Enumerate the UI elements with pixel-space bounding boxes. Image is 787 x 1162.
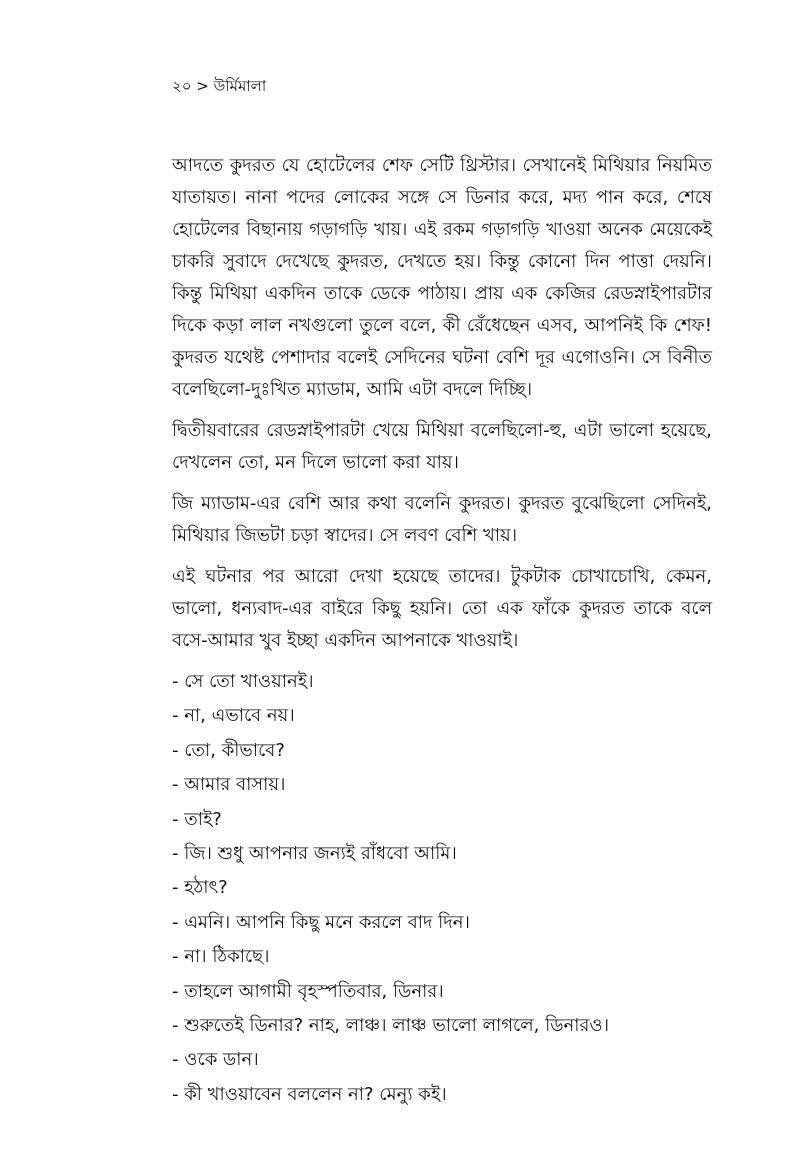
- page-number: ২০: [172, 77, 192, 95]
- header-separator: >: [196, 77, 209, 95]
- text-line: হোটেলের বিছানায় গড়াগড়ি খায়। এই রকম গড়াগড়ি খাওয়া অনেক মেয়েকেই: [172, 220, 712, 240]
- book-title: উর্মিমালা: [213, 77, 267, 95]
- paragraph: [172, 488, 712, 552]
- text-line: ভালো, ধন্যবাদ-এর বাইরে কিছু হয়নি। তো এক ফাঁকে কুদরত তাকে বলে: [172, 598, 712, 619]
- text-line: দ্বিতীয়বারের রেডস্নাইপারটা খেয়ে মিথিয়া বলেছিলো-হু, এটা ভালো হয়েছে,: [172, 420, 712, 441]
- text-line: জি ম্যাডাম-এর বেশি আর কথা বলেনি কুদরত। কুদরত বুঝেছিলো সেদিনই,: [172, 493, 712, 514]
- paragraph: [172, 415, 712, 479]
- text-line: দেখলেন তো, মন দিলে ভালো করা যায়।: [172, 452, 459, 473]
- text-line: বলেছিলো-দুঃখিত ম্যাডাম, আমি এটা বদলে দিচ্ছি।: [172, 379, 533, 400]
- dialogue-line: - এমনি। আপনি কিছু মনে করলে বাদ দিন।: [172, 911, 470, 933]
- dialogue-line: - জি। শুধু আপনার জন্যই রাঁধবো আমি।: [172, 842, 457, 864]
- dialogue-line: - আমার বাসায়।: [172, 774, 286, 796]
- dialogue-line: - না। ঠিকাছে।: [172, 946, 270, 968]
- dialogue-line: - কী খাওয়াবেন বললেন না? মেন্যু কই।: [172, 1083, 447, 1105]
- text-line: মিথিয়ার জিভটা চড়া স্বাদের। সে লবণ বেশি খায়।: [172, 525, 518, 546]
- dialogue-line: - ওকে ডান।: [172, 1049, 259, 1071]
- text-line: যাতায়ত। নানা পদের লোকের সঙ্গে সে ডিনার করে, মদ্য পান করে, শেষে: [172, 187, 712, 208]
- text-line: দিকে কড়া লাল নখগুলো তুলে বলে, কী রেঁধেছেন এসব, আপনিই কি শেফ!: [172, 315, 712, 336]
- text-line: আদতে কুদরত যে হোটেলের শেফ সেটি থ্রিস্টার। সেখানেই মিথিয়ার নিয়মিত: [172, 155, 712, 176]
- dialogue-line: - না, এভাবে নয়।: [172, 705, 295, 727]
- dialogue-line: - তো, কীভাবে?: [172, 739, 285, 761]
- paragraph: [172, 150, 712, 406]
- dialogue-line: - শুরুতেই ডিনার? নাহ, লাঞ্চ। লাঞ্চ ভালো লাগলে, ডিনারও।: [172, 1014, 610, 1036]
- text-line: কুদরত যথেষ্ট পেশাদার বলেই সেদিনের ঘটনা বেশি দূর এগোওনি। সে বিনীত: [172, 347, 712, 368]
- dialogue-list: [172, 666, 712, 1113]
- text-line: চাকরি সুবাদে দেখেছে কুদরত, দেখতে হয়। কিন্তু কোনো দিন পাত্তা দেয়নি।: [172, 251, 712, 272]
- dialogue-line: - হঠাৎ?: [172, 877, 228, 899]
- dialogue-line: - সে তো খাওয়ানই।: [172, 671, 314, 692]
- text-line: কিন্তু মিথিয়া একদিন তাকে ডেকে পাঠায়। প্রায় এক কেজির রেডস্নাইপারটার: [172, 283, 712, 304]
- text-line: এই ঘটনার পর আরো দেখা হয়েছে তাদের। টুকটাক চোখাচোখি, কেমন,: [172, 566, 712, 587]
- body-text: [172, 150, 712, 1113]
- dialogue-line: - তাহলে আগামী বৃহস্পতিবার, ডিনার।: [172, 980, 444, 1002]
- dialogue-line: - তাই?: [172, 808, 222, 830]
- running-header: [172, 76, 266, 96]
- paragraph: [172, 561, 712, 657]
- text-line: বসে-আমার খুব ইচ্ছা একদিন আপনাকে খাওয়াই।: [172, 630, 519, 651]
